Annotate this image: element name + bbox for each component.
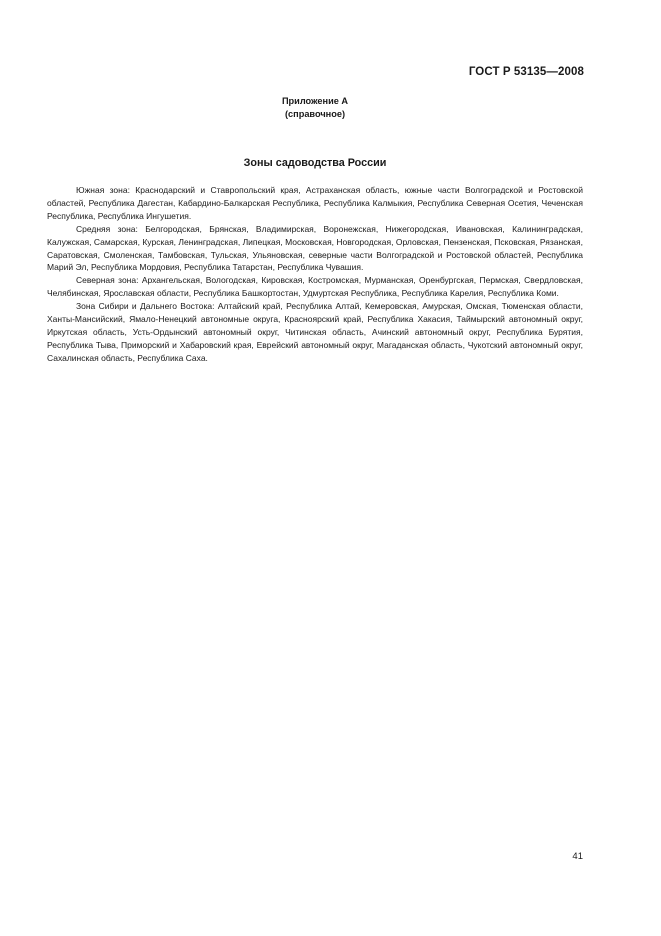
paragraph-southern-zone: Южная зона: Краснодарский и Ставропольский края, Астраханская область, южные части Волгоградской и Ростовской областей, Республика Дагестан, Кабардино-Балкарская Республика, Республика Калмыкия, Республика Северная Осетия, Чеченская Республика, Республика Ингушетия.	[47, 185, 583, 221]
section-title: Зоны садоводства России	[243, 157, 387, 169]
paragraph-northern-zone: Северная зона: Архангельская, Вологодская, Кировская, Костромская, Мурманская, Оренбургская, Пермская, Свердловская, Челябинская, Ярославская области, Республика Башкортостан, Удмуртская Республика, Республика Карелия, Республика Коми.	[47, 275, 583, 299]
page-number: 41	[572, 851, 583, 862]
appendix-label: Приложение А	[281, 96, 349, 106]
body-text	[47, 184, 583, 365]
paragraph-siberia-far-east-zone: Зона Сибири и Дальнего Востока: Алтайский край, Республика Алтай, Кемеровская, Амурская, Омская, Тюменская области, Ханты-Мансийский, Ямало-Ненецкий автономные округа, Красноярский край, Республика Хакасия, Таймырский автономный округ, Иркутская область, Усть-Ордынский автономный округ, Читинская область, Ачинский автономный округ, Республика Бурятия, Республика Тыва, Приморский и Хабаровский края, Еврейский автономный округ, Магаданская область, Чукотский автономный округ, Сахалинская область, Республика Саха.	[47, 301, 583, 363]
appendix-type: (справочное)	[284, 109, 345, 119]
appendix-heading	[0, 95, 630, 121]
document-code: ГОСТ Р 53135—2008	[468, 66, 584, 78]
paragraph-middle-zone: Средняя зона: Белгородская, Брянская, Владимирская, Воронежская, Нижегородская, Ивановская, Калининградская, Калужская, Самарская, Курская, Ленинградская, Липецкая, Московская, Новгородская, Орловская, Пензенская, Псковская, Рязанская, Саратовская, Смоленская, Тамбовская, Тульская, Ульяновская, северные части Волгоградской и Ростовской областей, Республика Марий Эл, Республика Мордовия, Республика Татарстан, Республика Чувашия.	[47, 223, 583, 273]
